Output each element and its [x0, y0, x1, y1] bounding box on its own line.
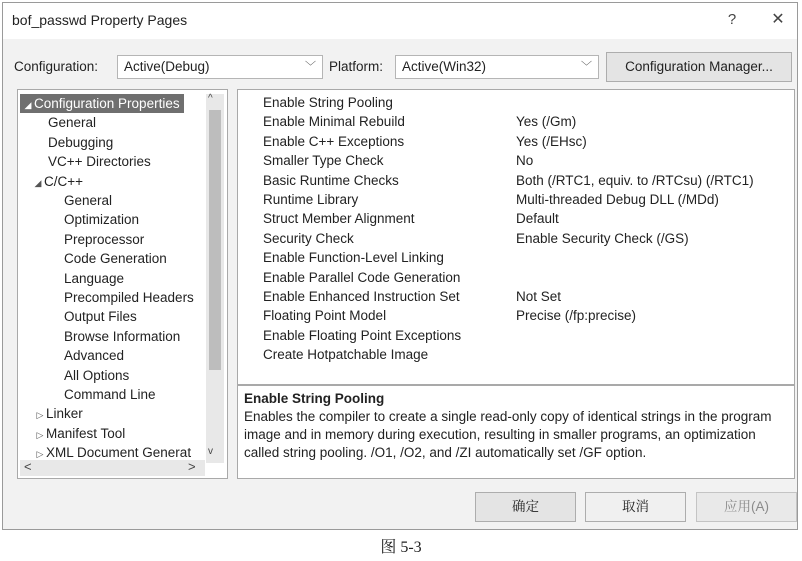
property-value[interactable]: Enable Security Check (/GS) [516, 230, 689, 246]
property-value[interactable]: Both (/RTC1, equiv. to /RTCsu) (/RTC1) [516, 172, 754, 188]
figure-caption: 图 5-3 [380, 539, 422, 556]
tree-item[interactable] [48, 113, 96, 132]
property-name: Runtime Library [263, 192, 359, 207]
tree-item[interactable] [64, 230, 144, 249]
property-value[interactable]: Yes (/EHsc) [516, 133, 587, 149]
tree-item[interactable] [64, 307, 137, 326]
property-name: Enable Enhanced Instruction Set [263, 289, 460, 304]
property-name: Basic Runtime Checks [263, 172, 399, 188]
property-row[interactable] [238, 326, 794, 345]
configuration-dropdown[interactable] [117, 55, 323, 79]
property-value[interactable]: Not Set [516, 289, 562, 304]
configuration-label: Configuration: [14, 59, 99, 74]
collapse-arrow-icon[interactable]: ◢ [34, 177, 42, 188]
property-name: Enable Floating Point Exceptions [263, 327, 462, 343]
property-value[interactable]: Precise (/fp:precise) [516, 308, 637, 324]
property-row[interactable] [238, 151, 794, 170]
tree-item[interactable] [48, 133, 113, 152]
tree-item[interactable] [64, 385, 156, 404]
tree-item-label: General [48, 115, 97, 131]
tree-item-label: General [64, 193, 113, 208]
tree-item-label: Precompiled Headers [64, 290, 194, 305]
platform-value: Active(Win32) [402, 59, 487, 74]
property-row[interactable] [238, 190, 794, 209]
tree-item[interactable] [64, 249, 167, 268]
tree-item-label: Advanced [64, 348, 125, 364]
tree-item[interactable] [64, 288, 194, 307]
property-row[interactable] [238, 268, 794, 287]
property-grid [237, 89, 795, 385]
property-value[interactable]: No [516, 153, 534, 169]
property-row[interactable] [238, 248, 794, 267]
property-row[interactable] [238, 171, 794, 190]
scroll-down-icon[interactable]: v [208, 446, 213, 457]
tree-item[interactable] [32, 172, 83, 191]
property-row[interactable] [238, 345, 794, 364]
tree-item-label: Configuration Properties [34, 96, 180, 111]
property-name: Smaller Type Check [263, 153, 384, 169]
property-name: Security Check [263, 230, 354, 246]
property-value[interactable]: Multi-threaded Debug DLL (/MDd) [516, 192, 719, 207]
tree-item-label: Command Line [64, 387, 156, 402]
tree-item-label: Preprocessor [64, 231, 145, 247]
property-row[interactable] [238, 112, 794, 131]
property-value[interactable]: Yes (/Gm) [516, 114, 577, 130]
configuration-value: Active(Debug) [124, 59, 210, 74]
property-row[interactable] [238, 229, 794, 248]
title-bar [3, 3, 797, 39]
description-title: Enable String Pooling [244, 391, 385, 406]
scroll-right-icon[interactable]: > [188, 459, 196, 474]
property-name: Create Hotpatchable Image [263, 347, 429, 363]
tree-item[interactable] [64, 366, 129, 385]
window-title: bof_passwd Property Pages [12, 12, 188, 28]
chevron-down-icon: ﹀ [581, 61, 592, 73]
chevron-down-icon: ﹀ [305, 61, 316, 73]
tree-item[interactable] [20, 94, 184, 113]
platform-dropdown[interactable] [395, 55, 599, 79]
ok-button[interactable]: 确定 [475, 492, 576, 522]
expand-arrow-icon[interactable]: ▷ [36, 410, 44, 421]
property-row[interactable] [238, 209, 794, 228]
tree-item-label: Manifest Tool [46, 425, 126, 441]
tree-item-label: C/C++ [44, 173, 84, 189]
tree-item[interactable] [34, 404, 83, 423]
property-name: Enable Function-Level Linking [263, 250, 444, 266]
tree-item-label: Output Files [64, 309, 137, 325]
property-name: Enable C++ Exceptions [263, 133, 405, 149]
tree-item-label: Debugging [48, 134, 114, 150]
property-tree[interactable] [17, 89, 228, 479]
expand-arrow-icon[interactable]: ▷ [36, 449, 44, 460]
property-row[interactable] [238, 287, 794, 306]
description-text: Enables the compiler to create a single read-only copy of identical strings in the program image and in memory during execution, resulting in smaller programs, an optimization called string pooling. /O1, /O2, and /ZI automatically set /GF option. [244, 409, 772, 460]
property-name: Enable String Pooling [263, 95, 393, 110]
tree-item-label: Code Generation [64, 251, 167, 267]
tree-item-label: XML Document Generat [46, 445, 192, 461]
configuration-manager-button[interactable]: Configuration Manager... [606, 52, 792, 82]
tree-item[interactable] [64, 210, 139, 229]
help-button[interactable]: ? [727, 11, 737, 28]
tree-item[interactable] [48, 152, 151, 171]
tree-item[interactable] [34, 424, 125, 443]
property-pages-dialog [2, 2, 798, 530]
tree-item[interactable] [64, 327, 180, 346]
property-row[interactable] [238, 306, 794, 325]
close-button[interactable]: ✕ [771, 11, 785, 28]
cancel-button[interactable]: 取消 [585, 492, 686, 522]
apply-button[interactable]: 应用(A) [696, 492, 797, 522]
tree-item-label: VC++ Directories [48, 154, 151, 170]
tree-item-label: Optimization [64, 212, 140, 228]
scroll-up-icon[interactable]: ^ [208, 93, 213, 104]
tree-item-label: Browse Information [64, 328, 181, 344]
scroll-left-icon[interactable]: < [24, 459, 32, 474]
tree-item-label: Language [64, 270, 125, 286]
collapse-arrow-icon[interactable]: ◢ [24, 100, 32, 110]
property-name: Enable Minimal Rebuild [263, 114, 405, 130]
tree-item-label: All Options [64, 367, 130, 383]
platform-label: Platform: [329, 59, 384, 74]
tree-item[interactable] [64, 346, 124, 365]
property-row[interactable] [238, 93, 794, 112]
expand-arrow-icon[interactable]: ▷ [36, 429, 44, 440]
tree-item[interactable] [64, 191, 112, 210]
tree-item-label: Linker [46, 406, 83, 422]
property-name: Floating Point Model [263, 308, 387, 324]
tree-scroll-thumb[interactable] [209, 110, 221, 370]
property-description [237, 385, 795, 479]
property-name: Struct Member Alignment [263, 211, 415, 227]
property-row[interactable] [238, 132, 794, 151]
tree-horizontal-scrollbar[interactable] [20, 460, 205, 476]
property-value[interactable]: Default [516, 211, 559, 227]
property-name: Enable Parallel Code Generation [263, 269, 461, 285]
tree-item[interactable] [64, 269, 124, 288]
